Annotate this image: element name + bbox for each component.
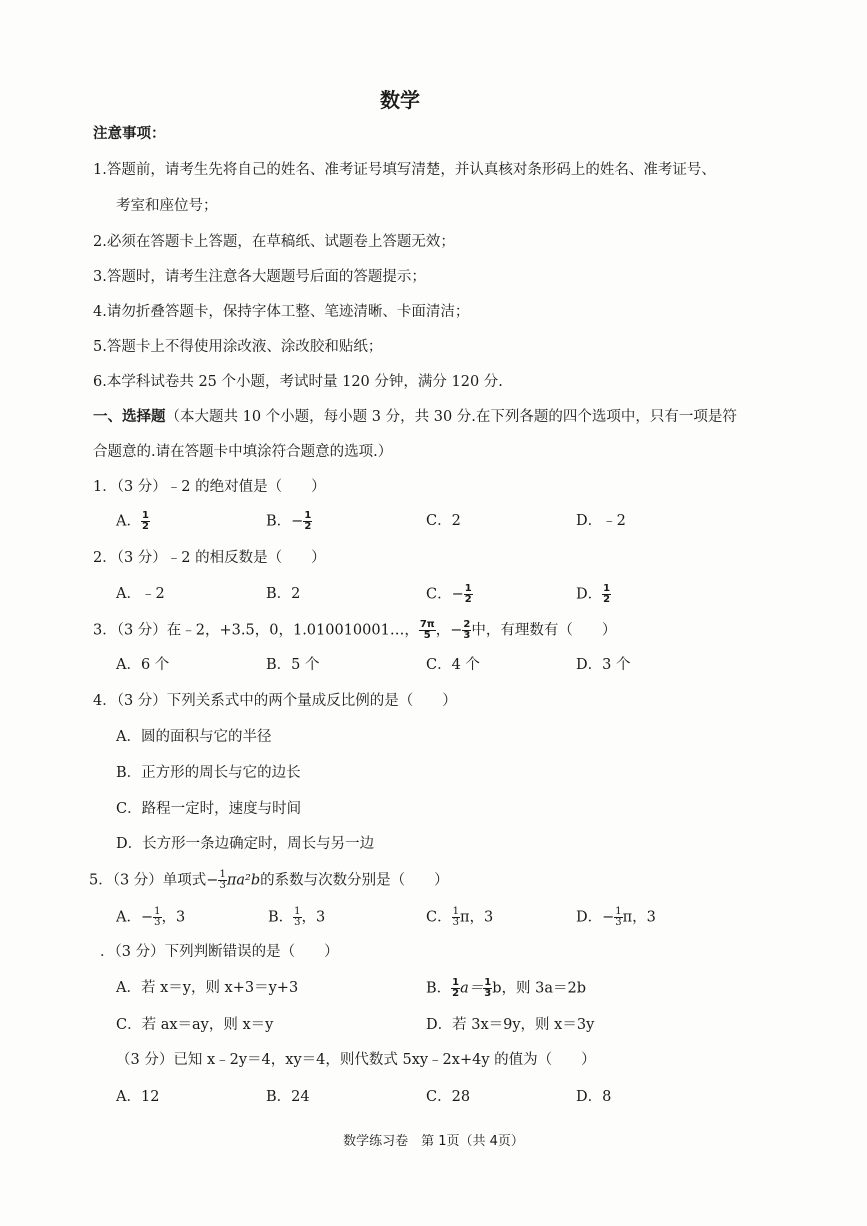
q4-option-a: A．圆的面积与它的半径 <box>116 729 272 745</box>
notice-item-3: 3.答题时，请考生注意各大题题号后面的答题提示； <box>93 269 426 285</box>
q3-option-a: A．6 个 <box>116 657 170 673</box>
notice-item-2: 2.必须在答题卡上答题，在草稿纸、试题卷上答题无效； <box>93 234 455 250</box>
q5-option-d: D．− $\frac{1}{3}$ π，3 <box>576 906 656 928</box>
q2-option-d: D． $\frac{1}{2}$ <box>576 583 611 605</box>
q1-option-a: A． $\frac{1}{2}$ <box>116 510 149 532</box>
q7-option-d: D．8 <box>576 1089 612 1105</box>
q7-option-c: C．28 <box>426 1089 471 1105</box>
question-3-stem: 3．（3 分）在﹣2，+3.5，0，1.010010001…， $\frac{7\pi}{5}$ ，− $\frac{2}{3}$ 中，有理数有（ ） <box>93 619 617 641</box>
notice-item-4: 4.请勿折叠答题卡，保持字体工整、笔迹清晰、卡面清洁； <box>93 304 470 320</box>
q7-option-b: B．24 <box>266 1089 310 1105</box>
q2-option-b: B．2 <box>266 586 301 602</box>
q5-option-c: C． $\frac{1}{3}$ π，3 <box>426 906 494 928</box>
page-footer: 数学练习卷 第 1页（共 4页） <box>343 1134 524 1149</box>
q4-option-c: C．路程一定时，速度与时间 <box>116 801 302 817</box>
notice-item-5: 5.答题卡上不得使用涂改液、涂改胶和贴纸； <box>93 339 383 355</box>
question-6-stem: ．（3 分）下列判断错误的是（ ） <box>100 944 339 960</box>
q6-option-a: A．若 x＝y，则 x+3＝y+3 <box>116 980 299 996</box>
q5-option-b: B． $\frac{1}{3}$ ，3 <box>268 906 326 928</box>
q1-option-d: D．﹣2 <box>576 513 626 529</box>
q2-option-c: C．− $\frac{1}{2}$ <box>426 583 472 605</box>
q4-option-d: D．长方形一条边确定时，周长与另一边 <box>116 836 375 852</box>
q1-option-c: C．2 <box>426 513 461 529</box>
question-4-stem: 4．（3 分）下列关系式中的两个量成反比例的是（ ） <box>93 693 457 709</box>
q6-option-d: D．若 3x＝9y，则 x＝3y <box>426 1017 595 1033</box>
question-1-stem: 1．（3 分）﹣2 的绝对值是（ ） <box>93 479 326 495</box>
q5-option-a: A．− $\frac{1}{3}$ ，3 <box>116 906 186 928</box>
section-1-header <box>93 407 737 427</box>
q7-option-a: A．12 <box>116 1089 160 1105</box>
page-title: 数学 <box>380 88 420 112</box>
q4-option-b: B．正方形的周长与它的边长 <box>116 765 301 781</box>
q1-option-b: B．− $\frac{1}{2}$ <box>266 510 312 532</box>
notice-item-1-cont: 考室和座位号； <box>116 198 218 214</box>
section-1-desc-cont: 合题意的.请在答题卡中填涂符合题意的选项.） <box>93 444 393 460</box>
q3-option-c: C．4 个 <box>426 657 480 673</box>
notice-item-6: 6.本学科试卷共 25 个小题，考试时量 120 分钟，满分 120 分. <box>93 374 503 390</box>
q3-option-b: B．5 个 <box>266 657 320 673</box>
question-2-stem: 2．（3 分）﹣2 的相反数是（ ） <box>93 550 326 566</box>
q6-option-b: B． $\frac{1}{2}$ a＝ $\frac{1}{3}$ b，则 3a＝2b <box>426 977 587 999</box>
q2-option-a: A．﹣2 <box>116 586 165 602</box>
question-5-stem: 5．（3 分）单项式− $\frac{1}{3}$ πa²b的系数与次数分别是（ ） <box>89 869 449 891</box>
section-1-label: 一、选择题 <box>93 409 166 425</box>
q6-option-c: C．若 ax＝ay，则 x＝y <box>116 1017 274 1033</box>
question-7-stem: （3 分）已知 x﹣2y＝4，xy＝4，则代数式 5xy﹣2x+4y 的值为（ ） <box>116 1052 596 1068</box>
section-1-desc: （本大题共 10 个小题，每小题 3 分，共 30 分.在下列各题的四个选项中，只有一项是符 <box>165 409 737 425</box>
notice-item-1: 1.答题前，请考生先将自己的姓名、准考证号填写清楚，并认真核对条形码上的姓名、准考证号、 <box>93 162 716 178</box>
notice-heading: 注意事项： <box>93 126 166 142</box>
q3-option-d: D．3 个 <box>576 657 631 673</box>
